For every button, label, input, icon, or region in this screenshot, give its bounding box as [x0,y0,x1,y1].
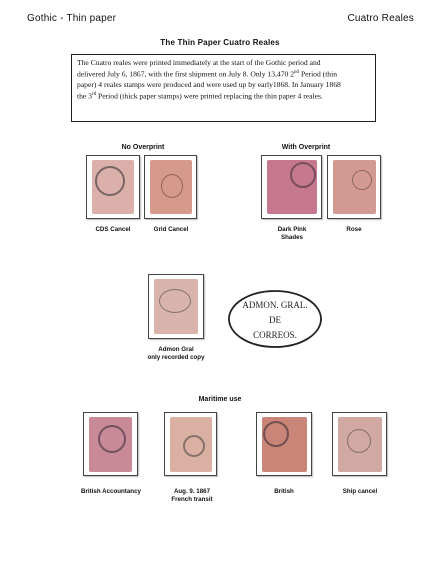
stamp-frame-ship-cancel [332,412,387,476]
caption-aug-1867: Aug. 9. 1867 French transit [171,488,213,503]
page-title: The Thin Paper Cuatro Reales [160,38,280,47]
intro-line-2: delivered July 6, 1867, with the first shipment on July 8. Only 13,470 2nd Period (thin [77,69,338,79]
caption-admon: Admon Gral only recorded copy [147,346,205,361]
intro-line-1: The Cuatro reales were printed immediately at the start of the Gothic period and [77,58,321,67]
grid-cancel [161,174,183,198]
header-right: Cuatro Reales [347,13,414,24]
stamp-frame-dark-pink [261,155,322,219]
cancel-middle-text: DE [269,315,281,325]
stamp-frame-aug-1867 [164,412,217,476]
section-maritime: Maritime use [198,396,242,403]
cancel-top-text: ADMON. GRAL. [242,300,308,310]
caption-british: British [274,488,294,495]
cancel-bottom-text: CORREOS. [253,330,297,340]
section-with-overprint: With Overprint [281,144,331,151]
stamp-frame-cds [86,155,140,219]
caption-rose: Rose [346,226,362,233]
stamp-frame-grid [144,155,197,219]
caption-cds: CDS Cancel [95,226,131,233]
caption-ship-cancel: Ship cancel [342,488,378,495]
stamp-frame-admon [148,274,204,339]
cancel-mark [347,429,371,453]
cancel-mark [98,425,126,453]
cancel-mark [159,289,191,313]
caption-grid: Grid Cancel [153,226,189,233]
admon-gral-cancel-mark [226,288,324,350]
stamp-frame-british [256,412,312,476]
stamp-frame-rose [327,155,381,219]
cancel-mark [290,162,316,188]
caption-dark-pink: Dark Pink Shades [277,226,307,241]
header-left: Gothic - Thin paper [27,13,117,24]
intro-box [71,54,376,122]
cancel-mark [183,435,205,457]
intro-line-3: paper) 4 reales stamps were produced and were used up by early1868. In January 1868 [77,79,341,89]
section-no-overprint: No Overprint [121,144,165,151]
cancel-mark [263,421,289,447]
caption-british-accountancy: British Accountancy [81,488,141,495]
intro-line-4: the 3rd Period (thick paper stamps) were printed replacing the thin paper 4 reales. [77,91,323,101]
cancel-mark [95,166,125,196]
stamp-frame-british-accountancy [83,412,138,476]
cancel-mark [352,170,372,190]
